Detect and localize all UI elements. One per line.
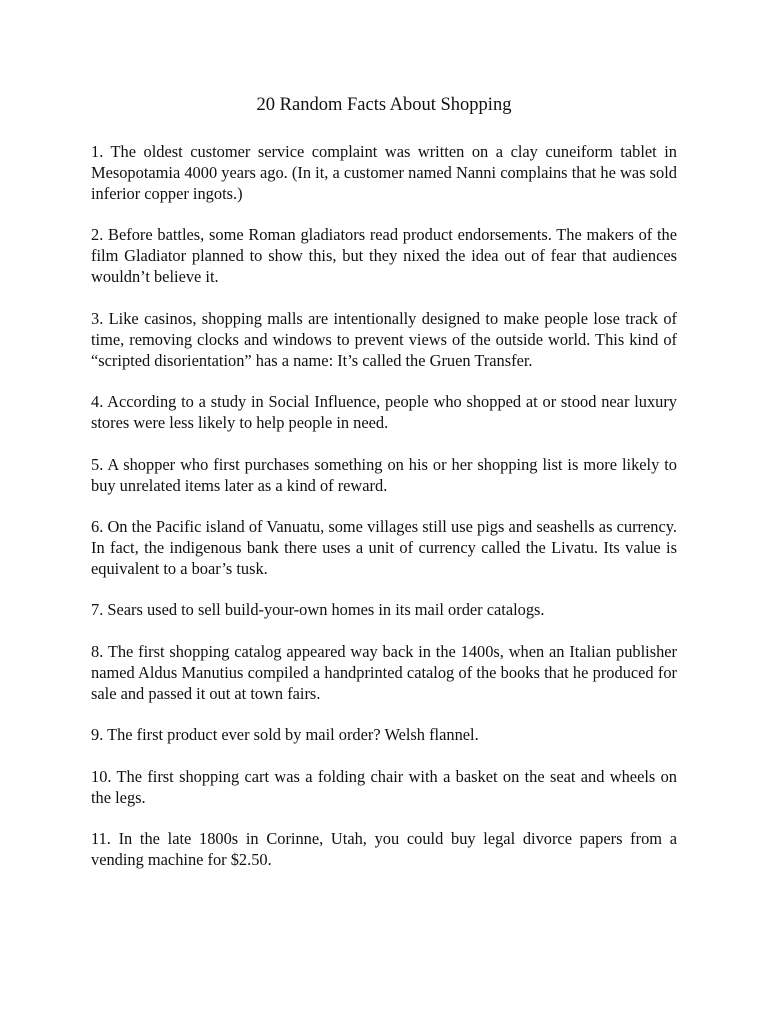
fact-paragraph: 2. Before battles, some Roman gladiators read product endorsements. The makers of the film Gladiator planned to show this, but they nixed the idea out of fear that audiences wouldn’t believe it. bbox=[91, 225, 677, 286]
fact-paragraph: 8. The first shopping catalog appeared way back in the 1400s, when an Italian publisher named Aldus Manutius compiled a handprinted catalog of the books that he produced for sale and passed it out at town fairs. bbox=[91, 642, 677, 703]
fact-paragraph: 11. In the late 1800s in Corinne, Utah, you could buy legal divorce papers from a vending machine for $2.50. bbox=[91, 829, 677, 869]
fact-paragraph: 5. A shopper who first purchases something on his or her shopping list is more likely to buy unrelated items later as a kind of reward. bbox=[91, 455, 677, 495]
fact-paragraph: 3. Like casinos, shopping malls are intentionally designed to make people lose track of time, removing clocks and windows to prevent views of the outside world. This kind of “scripted disorientation” has a name: It’s called the Gruen Transfer. bbox=[91, 309, 677, 370]
fact-paragraph: 7. Sears used to sell build-your-own homes in its mail order catalogs. bbox=[91, 600, 545, 619]
fact-paragraph: 4. According to a study in Social Influence, people who shopped at or stood near luxury stores were less likely to help people in need. bbox=[91, 392, 677, 432]
fact-paragraph: 6. On the Pacific island of Vanuatu, some villages still use pigs and seashells as currency. In fact, the indigenous bank there uses a unit of currency called the Livatu. Its value is equivalent to a boar’s tusk. bbox=[91, 517, 677, 578]
fact-paragraph: 9. The first product ever sold by mail order? Welsh flannel. bbox=[91, 725, 479, 744]
fact-paragraph: 10. The first shopping cart was a folding chair with a basket on the seat and wheels on the legs. bbox=[91, 767, 677, 807]
document-title: 20 Random Facts About Shopping bbox=[256, 95, 512, 115]
fact-paragraph: 1. The oldest customer service complaint was written on a clay cuneiform tablet in Mesopotamia 4000 years ago. (In it, a customer named Nanni complains that he was sold inferior copper ingots.) bbox=[91, 142, 677, 203]
